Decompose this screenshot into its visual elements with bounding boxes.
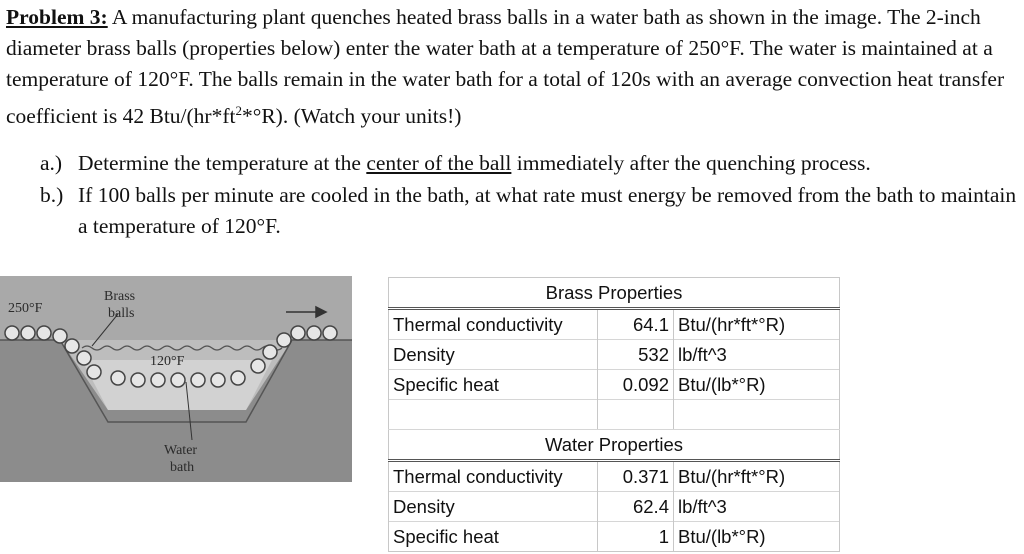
part-a-pre: Determine the temperature at the [78, 151, 367, 175]
table-row [389, 340, 840, 370]
water-property-value: 1 [598, 522, 674, 552]
bath-temp-label: 120°F [150, 354, 185, 369]
table-row [389, 370, 840, 400]
brass-label-line1: Brass [104, 289, 136, 304]
properties-table [388, 277, 839, 552]
problem-label: Problem 3: [6, 5, 108, 29]
part-a-text [78, 148, 1024, 180]
brass-property-value: 532 [598, 340, 674, 370]
water-property-name: Density [389, 492, 598, 522]
temp-in-label: 250°F [8, 301, 43, 316]
brass-property-unit: lb/ft^3 [674, 340, 840, 370]
water-property-unit: lb/ft^3 [674, 492, 840, 522]
problem-statement [6, 2, 1020, 132]
part-b-text: If 100 balls per minute are cooled in the bath, at what rate must energy be removed from the bath to maintain a temperature of 120°F. [78, 182, 1017, 238]
part-b-label: b.) [40, 182, 64, 207]
part-b [40, 180, 1024, 243]
brass-property-name: Specific heat [389, 370, 598, 400]
brass-property-unit: Btu/(lb*°R) [674, 370, 840, 400]
brass-property-name: Thermal conductivity [389, 309, 598, 340]
water-label-line2: bath [170, 460, 195, 475]
part-a-post: immediately after the quenching process. [511, 151, 871, 175]
part-a-underlined: center of the ball [366, 151, 512, 175]
brass-label-line2: balls [108, 306, 135, 321]
brass-property-value: 64.1 [598, 309, 674, 340]
problem-superscript: 2 [235, 103, 242, 118]
table-row [389, 492, 840, 522]
table-spacer-row [389, 400, 840, 430]
quench-bath-figure [0, 276, 352, 482]
problem-text-end: *°R). (Watch your units!) [241, 104, 462, 129]
water-property-unit: Btu/(lb*°R) [674, 522, 840, 552]
brass-table-title: Brass Properties [389, 278, 840, 309]
quench-bath-illustration [0, 276, 352, 482]
problem-text: A manufacturing plant quenches heated brass balls in a water bath as shown in the image. The 2-inch diameter brass balls (properties below) enter the water bath at a temperature of 250°F. The water is maintained at a temperature of 120°F. The balls remain in the water bath for a total of 120s with an average convection heat transfer coefficient is 42 Btu/(hr*ft [6, 5, 1005, 129]
water-property-value: 0.371 [598, 461, 674, 492]
water-label-line1: Water [164, 443, 198, 458]
brass-property-name: Density [389, 340, 598, 370]
brass-property-value: 0.092 [598, 370, 674, 400]
table-row [389, 522, 840, 552]
water-table-header [389, 430, 840, 461]
water-property-unit: Btu/(hr*ft*°R) [674, 461, 840, 492]
brass-table-header [389, 278, 840, 309]
water-property-value: 62.4 [598, 492, 674, 522]
problem-parts [40, 148, 1024, 243]
table-row [389, 309, 840, 340]
part-a [40, 148, 1024, 180]
brass-property-unit: Btu/(hr*ft*°R) [674, 309, 840, 340]
table-row [389, 461, 840, 492]
water-property-name: Thermal conductivity [389, 461, 598, 492]
water-property-name: Specific heat [389, 522, 598, 552]
water-table-title: Water Properties [389, 430, 840, 461]
part-a-label: a.) [40, 151, 63, 175]
